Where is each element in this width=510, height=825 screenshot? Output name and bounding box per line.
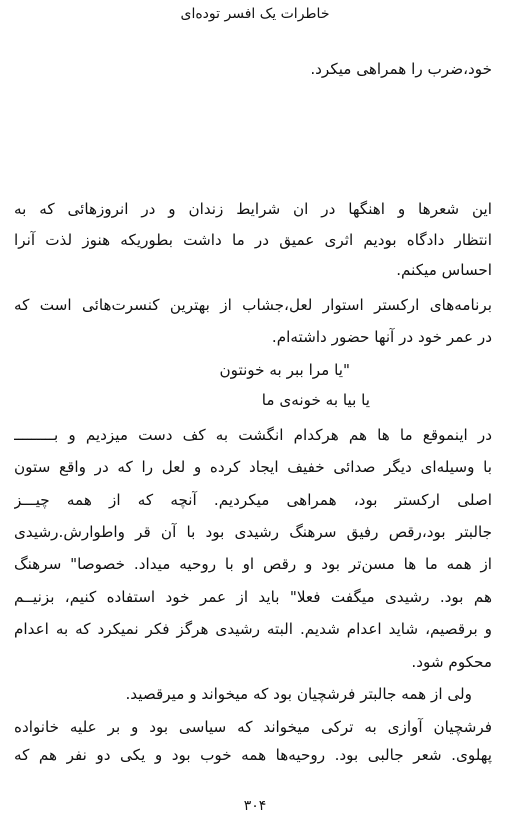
text-line-4: احساس میکنم. (396, 261, 492, 279)
poem-line-1: "یا مرا ببر به خونتون (219, 361, 350, 379)
text-line-1: خود،ضرب را همراهی میکرد. (310, 60, 492, 78)
text-line-12: هم بود. رشیدی میگفت فعلا" باید از عمر خود استفاده کنیم، بزنیــم (14, 588, 492, 606)
text-line-2: این شعرها و اهنگها در ان شرایط زندان و در انروزهائی که به (14, 200, 492, 218)
text-line-10: جالبتر بود،رقص رفیق سرهنگ رشیدی بود با آن قر واطوارش.رشیدی (14, 523, 492, 541)
running-header: خاطرات یک افسر توده‌ای (180, 6, 330, 22)
poem-line-2: یا بیا به خونه‌ی ما (261, 391, 370, 409)
text-line-13: و برقصیم، شاید اعدام شدیم. البته رشیدی هرگز فکر نمیکرد که به اعدام (14, 620, 492, 638)
text-line-16: فرشچیان آوازی به ترکی میخواند که سیاسی بود و بر علیه خانواده (14, 718, 492, 736)
text-line-14: محکوم شود. (411, 653, 492, 671)
text-line-6: در عمر خود در آنها حضور داشته‌ام. (271, 328, 492, 346)
text-line-8: با وسیله‌ای دیگر صدائی خفیف ایجاد کرده و لعل را که در واقع ستون (14, 458, 492, 476)
page-number: ۳۰۴ (243, 798, 267, 814)
text-line-17: پهلوی. شعر جالبی بود. روحیه‌ها همه خوب بود و یکی دو نفر هم که (14, 746, 492, 764)
text-line-9: اصلی ارکستر بود، همراهی میکردیم. آنچه که از همه چیـــز (14, 491, 492, 509)
text-line-7: در اینموقع ما ها هم هرکدام انگشت به کف دست میزدیم و بـــــــــ (14, 426, 492, 444)
text-line-11: از همه ما ها مسن‌تر بود و رقص او با روحیه میداد. خصوصا" سرهنگ (14, 555, 492, 573)
text-line-3: انتظار دادگاه بودیم اثری عمیق در ما داشت بطوریکه هنوز لذت آنرا (14, 231, 492, 249)
text-line-15: ولی از همه جالبتر فرشچیان بود که میخواند و میرقصید. (125, 685, 472, 703)
text-line-5: برنامه‌های ارکستر استوار لعل،جشاب از بهترین کنسرت‌هائی است که (14, 296, 492, 314)
